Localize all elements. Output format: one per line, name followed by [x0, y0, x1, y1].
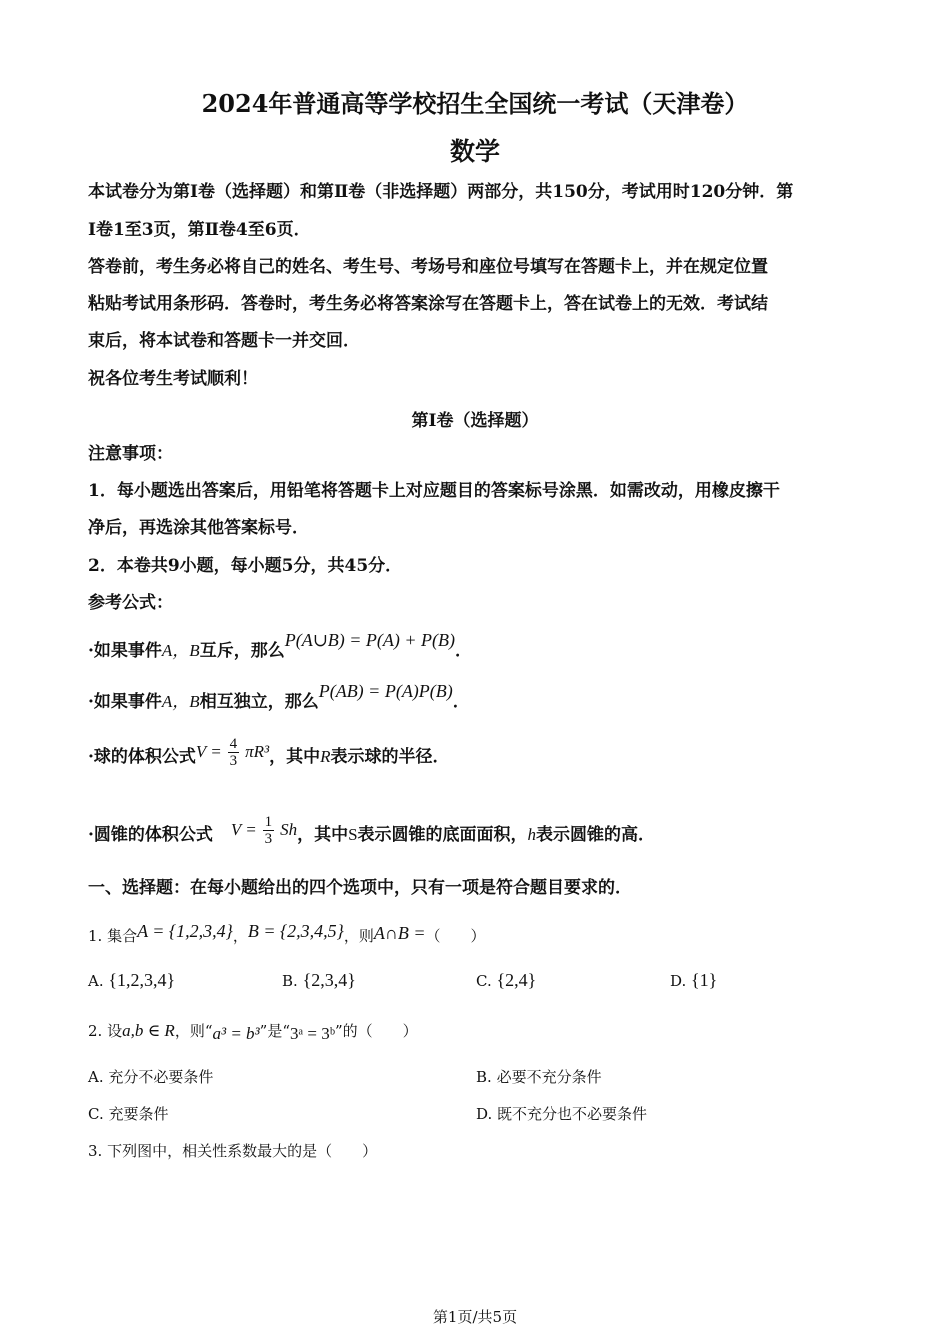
question-3-stem: 3. 下列图中，相关性系数最大的是（ ） — [88, 1142, 378, 1160]
note-1-line-1: 1．每小题选出答案后，用铅笔将答题卡上对应题目的答案标号涂黑．如需改动，用橡皮擦干 — [88, 481, 780, 501]
q1-option-c[interactable] — [476, 970, 536, 991]
formula-1 — [88, 630, 473, 661]
formula-1-mid: 互斥，那么 — [199, 641, 285, 661]
formula-3 — [88, 736, 449, 769]
formula-3-var: R — [320, 747, 331, 766]
option-value: 充要条件 — [108, 1105, 169, 1123]
formula-3-num: 4 — [229, 736, 238, 752]
formula-4-num: 1 — [264, 814, 273, 830]
q2-cond-2: 3ᵃ = 3ᵇ — [290, 1024, 335, 1043]
option-label: B. — [282, 972, 298, 990]
formula-2-end: ． — [452, 692, 470, 712]
formula-4-rhs: Sh — [280, 820, 298, 839]
intro-line-5: 束后，将本试卷和答题卡一并交回． — [88, 331, 360, 351]
formula-4 — [88, 814, 655, 847]
formula-4-den: 3 — [264, 831, 273, 847]
section-heading: 第Ⅰ卷（选择题） — [411, 411, 539, 431]
formula-4-var-2: h — [527, 825, 537, 844]
q1-set-a: A = {1,2,3,4} — [137, 921, 233, 941]
note-2: 2．本卷共9小题，每小题5分，共45分． — [88, 556, 403, 576]
q1-then: ，则 — [343, 927, 374, 945]
formula-1-expr: P(A∪B) = P(A) + P(B) — [284, 630, 456, 650]
q2-vars: a,b ∈ R — [122, 1021, 175, 1040]
intro-line-6: 祝各位考生考试顺利！ — [88, 369, 258, 389]
formula-2-mid: 相互独立，那么 — [199, 692, 319, 712]
option-label: A. — [88, 972, 104, 990]
formula-1-end: ． — [455, 641, 473, 661]
intro-line-2: Ⅰ卷1至3页，第Ⅱ卷4至6页． — [88, 220, 311, 240]
intro-line-3: 答卷前，考生务必将自己的姓名、考生号、考场号和座位号填写在答题卡上，并在规定位置 — [88, 257, 768, 277]
formula-4-var-1: S — [348, 825, 358, 844]
option-value: 既不充分也不必要条件 — [497, 1105, 648, 1123]
formula-3-mid: ，其中 — [269, 747, 321, 767]
option-label: C. — [476, 972, 492, 990]
formula-3-den: 3 — [229, 753, 238, 769]
q2-number: 2. 设 — [88, 1022, 123, 1040]
q1-sep: ， — [232, 927, 248, 945]
question-1-stem — [88, 921, 486, 946]
q2-is: ”是“ — [259, 1022, 290, 1040]
q2-option-c[interactable] — [88, 1103, 169, 1124]
q1-option-a[interactable] — [88, 970, 175, 991]
subject-title: 数学 — [449, 137, 500, 166]
formula-3-prefix: ·球的体积公式 — [88, 747, 196, 767]
formula-3-fraction — [228, 736, 240, 769]
formula-1-vars: A，B — [161, 641, 200, 660]
intro-line-4: 粘贴考试用条形码．答卷时，考生务必将答案涂写在答题卡上，答在试卷上的无效．考试结 — [88, 294, 768, 314]
option-value: {2,3,4} — [302, 970, 356, 990]
q1-number: 1. 集合 — [88, 927, 138, 945]
option-value: 充分不必要条件 — [108, 1068, 214, 1086]
notice-label: 注意事项： — [88, 444, 173, 464]
formula-3-end: 表示球的半径． — [330, 747, 450, 767]
page-title: 2024年普通高等学校招生全国统一考试（天津卷） — [201, 89, 749, 118]
option-value: {2,4} — [496, 970, 537, 990]
formula-label: 参考公式： — [88, 593, 173, 613]
formula-4-fraction — [263, 814, 275, 847]
option-value: {1,2,3,4} — [108, 970, 176, 990]
formula-2-expr: P(AB) = P(A)P(B) — [318, 681, 453, 701]
option-label: D. — [476, 1105, 493, 1123]
option-label: A. — [88, 1068, 104, 1086]
q1-expr: A∩B = — [373, 923, 426, 943]
q2-option-d[interactable] — [476, 1103, 647, 1124]
question-2-stem — [88, 1020, 418, 1041]
formula-4-mid: ，其中 — [297, 825, 349, 845]
option-value: 必要不充分条件 — [496, 1068, 602, 1086]
q1-set-b: B = {2,3,4,5} — [247, 921, 344, 941]
formula-2 — [88, 681, 470, 712]
formula-2-vars: A，B — [161, 692, 200, 711]
q1-option-d[interactable] — [670, 970, 717, 991]
q1-paren: （ ） — [425, 927, 486, 945]
q2-option-b[interactable] — [476, 1066, 602, 1087]
formula-4-end: 表示圆锥的高． — [536, 825, 656, 845]
q2-then: ，则“ — [174, 1022, 213, 1040]
option-value: {1} — [691, 970, 718, 990]
formula-4-mid-2: 表示圆锥的底面面积， — [357, 825, 528, 845]
page-footer: 第1页/共5页 — [432, 1308, 518, 1326]
q2-option-a[interactable] — [88, 1066, 213, 1087]
formula-4-prefix: ·圆锥的体积公式 — [88, 825, 213, 845]
q2-cond-1: a³ = b³ — [212, 1024, 260, 1043]
formula-2-prefix: ·如果事件 — [88, 692, 162, 712]
option-label: C. — [88, 1105, 104, 1123]
option-label: D. — [670, 972, 687, 990]
q1-option-b[interactable] — [282, 970, 356, 991]
q2-end: ”的（ ） — [335, 1022, 418, 1040]
formula-4-lhs: V = — [230, 820, 257, 839]
option-label: B. — [476, 1068, 492, 1086]
part-1-heading: 一、选择题：在每小题给出的四个选项中，只有一项是符合题目要求的． — [88, 878, 632, 898]
formula-3-lhs: V = — [195, 742, 222, 761]
formula-1-prefix: ·如果事件 — [88, 641, 162, 661]
intro-line-1: 本试卷分为第Ⅰ卷（选择题）和第Ⅱ卷（非选择题）两部分，共150分，考试用时120分钟．第 — [88, 182, 794, 202]
formula-3-rhs: πR³ — [245, 742, 270, 761]
note-1-line-2: 净后，再选涂其他答案标号． — [88, 518, 309, 538]
